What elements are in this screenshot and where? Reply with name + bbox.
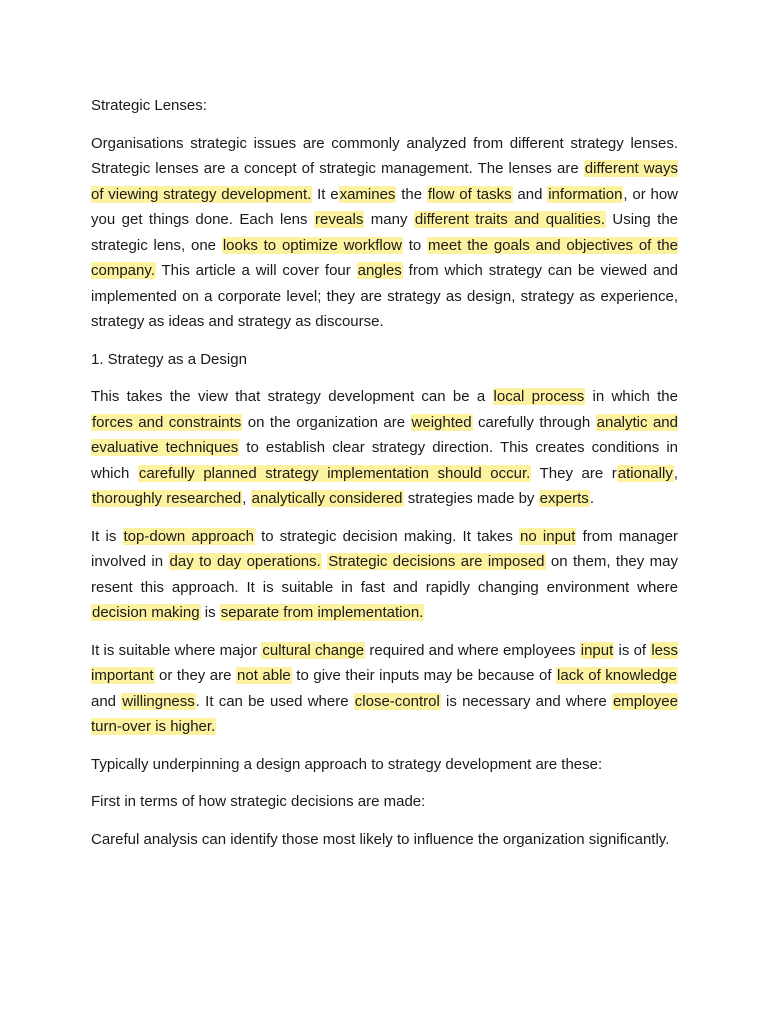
text-run: First in terms of how strategic decisions are made: [91, 793, 426, 810]
text-run: It e [312, 185, 339, 203]
highlighted-phrase: day to day operations. [169, 553, 321, 570]
text-run: Careful analysis can identify those most likely to influence the organization significantly. [91, 830, 670, 848]
text-run: is of [614, 641, 651, 659]
highlighted-phrase: thoroughly researched [92, 490, 242, 507]
highlighted-phrase: xamines [339, 185, 396, 203]
text-run: This article a will cover four [155, 262, 357, 279]
text-run: the [396, 185, 427, 203]
intro-paragraph [91, 131, 678, 335]
highlighted-phrase: top-down approach [123, 527, 254, 545]
text-run: many [364, 211, 414, 228]
highlighted-phrase: angles [357, 262, 402, 279]
text-run: Using the strategic lens, one [91, 211, 679, 254]
text-run: . It can be used where [195, 692, 354, 710]
text-run: They are r [531, 464, 617, 482]
highlighted-phrase: employee turn-over is higher. [91, 692, 678, 735]
design-paragraph-6 [91, 827, 678, 853]
text-run: , or how you get things done. Each lens [91, 185, 679, 228]
highlighted-phrase: forces and constraints [92, 413, 242, 431]
design-paragraph-2 [91, 524, 678, 626]
text-run: Organisations strategic issues are commonly analyzed from different strategy lenses. Strategic lenses are a concept of strategic management. The lenses are [91, 134, 678, 177]
highlighted-phrase: close-control [354, 692, 440, 710]
design-paragraph-4 [91, 752, 678, 778]
section-heading-design [91, 347, 678, 373]
design-paragraph-3 [91, 638, 678, 740]
highlighted-phrase: reveals [314, 211, 364, 228]
text-run: , [242, 490, 251, 507]
highlighted-phrase: no input [520, 527, 576, 545]
highlighted-phrase: different traits and qualities. [414, 211, 605, 228]
highlighted-phrase: meet the goals and objectives of the company. [91, 236, 678, 279]
text-run: required and where employees [365, 641, 580, 659]
highlighted-phrase: not able [237, 667, 291, 684]
highlighted-phrase: lack of knowledge [557, 667, 677, 684]
highlighted-phrase: flow of tasks [427, 185, 512, 203]
highlighted-phrase: analytically considered [251, 490, 403, 507]
text-run: or they are [154, 667, 237, 684]
highlighted-phrase: looks to optimize workflow [222, 236, 402, 254]
text-run: Typically underpinning a design approach to strategy development are these: [91, 755, 603, 773]
text-run: on them, they may resent this approach. It is suitable in fast and rapidly changing environment where [91, 553, 679, 596]
highlighted-phrase: different ways of viewing strategy development. [91, 160, 678, 203]
text-run: from manager involved in [91, 527, 678, 570]
document-body [91, 131, 678, 853]
text-run: is [200, 604, 220, 621]
highlighted-phrase: weighted [411, 413, 472, 431]
text-run: It is [91, 527, 123, 545]
text-run: on the organization are [242, 413, 411, 431]
document-page [91, 93, 678, 864]
highlighted-phrase: ationally [617, 464, 673, 482]
highlighted-phrase: decision making [92, 604, 200, 621]
text-run: This takes the view that strategy development can be a [91, 388, 493, 405]
highlighted-phrase: input [580, 641, 614, 659]
highlighted-phrase: less important [91, 641, 678, 684]
text-run: and [512, 185, 548, 203]
text-run: carefully through [472, 413, 596, 431]
text-run: It is suitable where major [91, 641, 262, 659]
text-run: strategies made by [403, 490, 539, 507]
design-paragraph-5 [91, 789, 678, 815]
highlighted-phrase: information [548, 185, 623, 203]
highlighted-phrase: analytic and evaluative techniques [91, 413, 678, 456]
text-run: to give their inputs may be because of [291, 667, 557, 684]
text-run: to [402, 236, 428, 254]
text-run: , [673, 464, 678, 482]
highlighted-phrase: experts [539, 490, 589, 507]
highlighted-phrase: cultural change [262, 641, 365, 659]
text-run: and [91, 692, 122, 710]
highlighted-phrase: Strategic decisions are imposed [328, 553, 545, 570]
text-run: from which strategy can be viewed and implemented on a corporate level; they are strategy as design, strategy as experience, strategy as ideas and strategy as discourse. [91, 262, 679, 330]
highlighted-phrase: willingness [122, 692, 195, 710]
text-run: to strategic decision making. It takes [254, 527, 520, 545]
text-run: . [589, 490, 594, 507]
text-run: in which the [585, 388, 678, 405]
highlighted-phrase: separate from implementation. [220, 604, 424, 621]
text-run: to establish clear strategy direction. This creates conditions in which [91, 439, 678, 482]
highlighted-phrase: local process [493, 388, 585, 405]
document-title: Strategic Lenses: [91, 97, 207, 114]
text-run: is necessary and where [440, 692, 612, 710]
design-paragraph-1 [91, 384, 678, 512]
highlighted-phrase: carefully planned strategy implementation should occur. [138, 464, 531, 482]
text-run: 1. Strategy as a Design [91, 350, 247, 368]
